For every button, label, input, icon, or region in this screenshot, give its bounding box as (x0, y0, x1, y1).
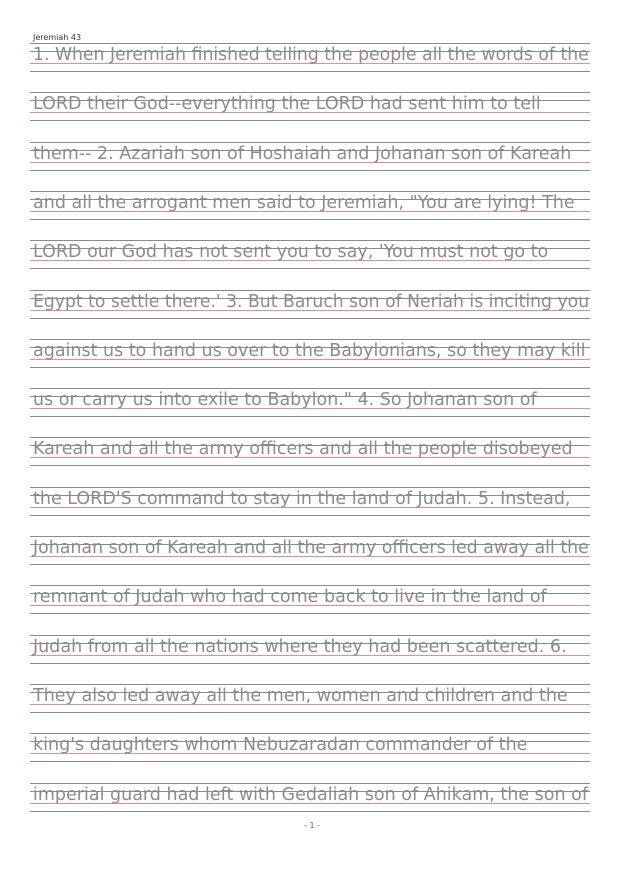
tracing-text-line: LORD our God has not sent you to say, 'You must not go to (33, 242, 549, 263)
tracing-text-line: the LORD'S command to stay in the land of Judah. 5. Instead, (33, 488, 571, 509)
page-header: Jeremiah 43 (33, 33, 82, 42)
tracing-text-line: Johanan son of Kareah and all the army officers led away all the (33, 538, 589, 558)
writing-row (30, 635, 590, 667)
bottom-guide-line (30, 663, 590, 664)
writing-row (30, 92, 590, 124)
bottom-guide-line (30, 268, 590, 269)
bottom-guide-line (30, 170, 590, 171)
bottom-guide-line (30, 465, 590, 466)
tracing-text-line: They also led away all the men, women and children and the (33, 685, 568, 706)
page-number: - 1 - (304, 821, 320, 830)
writing-row (30, 339, 590, 371)
writing-row (30, 783, 590, 815)
writing-row (30, 487, 590, 519)
bottom-guide-line (30, 416, 590, 417)
writing-row (30, 388, 590, 420)
bottom-guide-line (30, 219, 590, 220)
bottom-guide-line (30, 120, 590, 121)
writing-row (30, 43, 590, 75)
bottom-guide-line (30, 712, 590, 713)
writing-row (30, 437, 590, 469)
bottom-guide-line (30, 367, 590, 368)
tracing-text-line: us or carry us into exile to Babylon." 4. So Johanan son of (33, 390, 537, 411)
writing-row (30, 585, 590, 617)
writing-row (30, 191, 590, 223)
bottom-guide-line (30, 613, 590, 614)
bottom-guide-line (30, 564, 590, 565)
writing-row (30, 142, 590, 174)
bottom-guide-line (30, 761, 590, 762)
tracing-text-line: imperial guard had left with Gedaliah son of Ahikam, the son of (33, 784, 589, 805)
tracing-text-line: them-- 2. Azariah son of Hoshaiah and Johanan son of Kareah (33, 143, 572, 164)
bottom-guide-line (30, 811, 590, 812)
tracing-text-line: LORD their God--everything the LORD had sent him to tell (33, 94, 541, 115)
writing-row (30, 684, 590, 716)
bottom-guide-line (30, 318, 590, 319)
bottom-guide-line (30, 515, 590, 516)
tracing-text-line: Kareah and all the army officers and all the people disobeyed (33, 439, 573, 460)
writing-row (30, 240, 590, 272)
tracing-text-line: 1. When Jeremiah finished telling the people all the words of the (33, 45, 589, 65)
tracing-text-line: remnant of Judah who had come back to live in the land of (33, 587, 547, 608)
tracing-text-line: Egypt to settle there.' 3. But Baruch son of Neriah is inciting you (33, 291, 590, 312)
tracing-text-line: against us to hand us over to the Babylonians, so they may kill (33, 340, 586, 361)
tracing-text-line: and all the arrogant men said to Jeremiah, "You are lying! The (33, 192, 575, 213)
writing-row (30, 733, 590, 765)
bottom-guide-line (30, 71, 590, 72)
tracing-text-line: Judah from all the nations where they had been scattered. 6. (33, 636, 567, 657)
tracing-text-line: king's daughters whom Nebuzaradan commander of the (33, 735, 528, 756)
writing-row (30, 290, 590, 322)
writing-row (30, 536, 590, 568)
